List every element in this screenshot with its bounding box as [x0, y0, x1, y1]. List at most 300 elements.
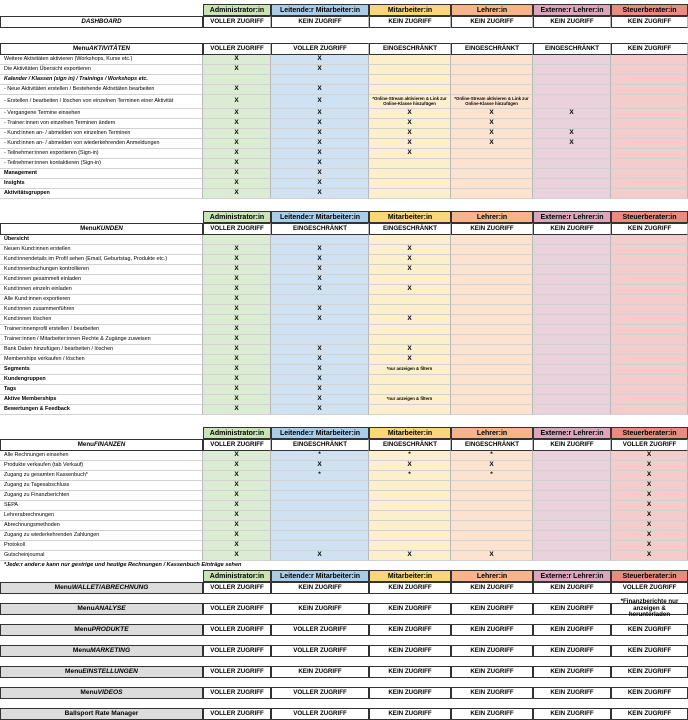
finanzen-row-label: Gutscheinjournal	[0, 551, 203, 561]
finanzen-row-label: Produkte verkaufen (tab Verkauf)	[0, 461, 203, 471]
finanzen-cell	[271, 491, 369, 501]
finanzen-check-mark: X	[611, 461, 688, 471]
aktivitaeten-cell	[611, 139, 688, 149]
kunden-cell	[611, 335, 688, 345]
finanzen-row	[0, 481, 688, 491]
finanzen-row-label: Zugang zu Tagesabschluss	[0, 481, 203, 491]
aktivitaeten-check-mark: X	[203, 139, 271, 149]
band-access: KEIN ZUGRIFF	[611, 666, 688, 678]
kunden-cell	[369, 405, 451, 415]
aktivitaeten-cell	[533, 159, 611, 169]
band-title-prefix: Menu	[65, 667, 83, 675]
aktivitaeten-cell	[451, 55, 533, 65]
kunden-check-mark: X	[203, 295, 271, 305]
finanzen-row-label: Zugang zu wiederkehrenden Zahlungen	[0, 531, 203, 541]
aktivitaeten-row-label: - Trainer:innen von einzelnen Terminen ändern	[0, 119, 203, 129]
band-access: KEIN ZUGRIFF	[271, 666, 369, 678]
section-gap	[0, 199, 688, 211]
kunden-cell	[451, 295, 533, 305]
kunden-cell	[451, 265, 533, 275]
header-spacer	[0, 211, 203, 223]
aktivitaeten-row-label: - Kund:innen an- / abmelden von einzelnen Terminen	[0, 129, 203, 139]
kunden-cell	[203, 235, 271, 245]
aktivitaeten-cell	[611, 75, 688, 85]
role-header-5: Externe:r Lehrer:in	[533, 211, 611, 223]
kunden-cell	[271, 235, 369, 245]
finanzen-check-mark: X	[451, 551, 533, 561]
kunden-cell	[451, 345, 533, 355]
band-title-prefix: Menu	[74, 625, 92, 633]
kunden-cell	[369, 325, 451, 335]
band-access: KEIN ZUGRIFF	[451, 645, 533, 657]
aktivitaeten-check-mark: X	[203, 129, 271, 139]
aktivitaeten-cell	[611, 159, 688, 169]
band-access: KEIN ZUGRIFF	[611, 624, 688, 636]
kunden-row	[0, 295, 688, 305]
kunden-check-mark: X	[203, 305, 271, 315]
aktivitaeten-check-mark: X	[271, 129, 369, 139]
band-title	[0, 687, 203, 699]
finanzen-check-mark: X	[611, 531, 688, 541]
finanzen-row-label: Abrechnungsmethoden	[0, 521, 203, 531]
aktivitaeten-cell	[369, 179, 451, 189]
aktivitaeten-cell	[451, 149, 533, 159]
aktivitaeten-title-prefix: Menu	[72, 44, 90, 52]
finanzen-cell: *	[369, 451, 451, 461]
aktivitaeten-cell	[369, 75, 451, 85]
aktivitaeten-check-mark: X	[203, 169, 271, 179]
aktivitaeten-row	[0, 169, 688, 179]
finanzen-check-mark: X	[611, 521, 688, 531]
finanzen-cell	[271, 511, 369, 521]
finanzen-title-prefix: Menu	[77, 440, 94, 448]
kunden-row-label: Kund:innen löschen	[0, 315, 203, 325]
aktivitaeten-cell	[451, 75, 533, 85]
kunden-row	[0, 355, 688, 365]
finanzen-cell	[271, 521, 369, 531]
aktivitaeten-row	[0, 149, 688, 159]
kunden-row	[0, 395, 688, 405]
aktivitaeten-cell	[369, 189, 451, 199]
finanzen-cell	[451, 531, 533, 541]
finanzen-row-label: Protokoll	[0, 541, 203, 551]
kunden-check-mark: X	[203, 275, 271, 285]
aktivitaeten-access-1: VOLLER ZUGRIFF	[203, 43, 271, 55]
band-access: KEIN ZUGRIFF	[451, 603, 533, 615]
finanzen-row-label: Alle Rechnungen einsehen	[0, 451, 203, 461]
finanzen-row	[0, 531, 688, 541]
finanzen-check-mark: X	[271, 551, 369, 561]
band-title-name: WALLET/ABRECHNUNG	[71, 583, 149, 591]
finanzen-cell	[533, 501, 611, 511]
band-access: KEIN ZUGRIFF	[533, 603, 611, 615]
kunden-cell	[611, 395, 688, 405]
finanzen-cell	[533, 531, 611, 541]
kunden-check-mark: X	[271, 285, 369, 295]
finanzen-check-mark: X	[203, 451, 271, 461]
aktivitaeten-row-label: - Teilnehmer:innen exportieren (Sign-in)	[0, 149, 203, 159]
section-gap	[0, 28, 688, 43]
role-header-2: Leitende:r Mitarbeiter:in	[271, 211, 369, 223]
role-header-4: Lehrer:in	[451, 4, 533, 16]
kunden-cell	[533, 355, 611, 365]
aktivitaeten-cell	[533, 65, 611, 75]
finanzen-check-mark: X	[203, 491, 271, 501]
finanzen-cell	[369, 541, 451, 551]
role-header-4: Lehrer:in	[451, 211, 533, 223]
aktivitaeten-check-mark: X	[451, 129, 533, 139]
aktivitaeten-check-mark: X	[451, 139, 533, 149]
role-header-5: Externe:r Lehrer:in	[533, 570, 611, 582]
aktivitaeten-row	[0, 159, 688, 169]
aktivitaeten-row	[0, 85, 688, 95]
kunden-cell	[451, 245, 533, 255]
aktivitaeten-cell	[611, 85, 688, 95]
finanzen-check-mark: X	[271, 461, 369, 471]
aktivitaeten-check-mark: X	[369, 149, 451, 159]
aktivitaeten-row-label: - Neue Aktivitäten erstellen / Bestehende Aktivitäten bearbeiten	[0, 85, 203, 95]
kunden-access-6: KEIN ZUGRIFF	[611, 223, 688, 235]
aktivitaeten-cell	[611, 149, 688, 159]
finanzen-cell	[533, 511, 611, 521]
kunden-cell	[533, 345, 611, 355]
kunden-cell	[451, 285, 533, 295]
aktivitaeten-row	[0, 55, 688, 65]
band-access: KEIN ZUGRIFF	[533, 582, 611, 594]
finanzen-cell: *	[369, 471, 451, 481]
band-access: KEIN ZUGRIFF	[533, 645, 611, 657]
role-header-row	[0, 4, 688, 16]
kunden-row-label: Bank Daten hinzufügen / bearbeiten / löschen	[0, 345, 203, 355]
kunden-check-mark: X	[369, 285, 451, 295]
kunden-cell	[533, 385, 611, 395]
kunden-row	[0, 255, 688, 265]
aktivitaeten-row	[0, 129, 688, 139]
aktivitaeten-check-mark: X	[369, 119, 451, 129]
band-title-prefix: Menu	[80, 688, 98, 696]
aktivitaeten-check-mark: X	[203, 119, 271, 129]
kunden-check-mark: X	[203, 355, 271, 365]
kunden-check-mark: X	[271, 305, 369, 315]
aktivitaeten-access-2: VOLLER ZUGRIFF	[271, 43, 369, 55]
role-header-3: Mitarbeiter:in	[369, 427, 451, 439]
kunden-row	[0, 345, 688, 355]
kunden-check-mark: X	[203, 315, 271, 325]
role-header-row	[0, 211, 688, 223]
finanzen-title	[0, 439, 203, 451]
aktivitaeten-access-6: KEIN ZUGRIFF	[611, 43, 688, 55]
kunden-row-label: Segments	[0, 365, 203, 375]
role-header-row	[0, 570, 688, 582]
aktivitaeten-cell	[451, 179, 533, 189]
aktivitaeten-row	[0, 75, 688, 85]
role-header-2: Leitende:r Mitarbeiter:in	[271, 4, 369, 16]
kunden-cell	[451, 365, 533, 375]
finanzen-row	[0, 521, 688, 531]
finanzen-cell	[271, 501, 369, 511]
finanzen-check-mark: X	[203, 531, 271, 541]
kunden-cell	[611, 265, 688, 275]
band-row-2	[0, 598, 688, 619]
finanzen-check-mark: X	[611, 511, 688, 521]
band-title	[0, 708, 203, 720]
band-row-1	[0, 582, 688, 594]
aktivitaeten-access-row	[0, 43, 688, 55]
finanzen-cell	[451, 511, 533, 521]
kunden-check-mark: X	[271, 365, 369, 375]
band-access: VOLLER ZUGRIFF	[611, 582, 688, 594]
finanzen-cell	[451, 541, 533, 551]
finanzen-row-label: Zugang zu gesamten Kassenbuch*	[0, 471, 203, 481]
finanzen-row-label: Zugang zu Finanzberichten	[0, 491, 203, 501]
kunden-row-label: Kund:innendetails im Profil sehen (Email, Geburtstag, Produkte etc.)	[0, 255, 203, 265]
kunden-cell	[369, 295, 451, 305]
kunden-cell	[533, 405, 611, 415]
finanzen-cell	[533, 541, 611, 551]
dashboard-access-6: KEIN ZUGRIFF	[611, 16, 688, 28]
kunden-cell	[611, 365, 688, 375]
kunden-check-mark: X	[369, 345, 451, 355]
finanzen-cell	[451, 501, 533, 511]
band-access: VOLLER ZUGRIFF	[203, 603, 271, 615]
kunden-access-5: KEIN ZUGRIFF	[533, 223, 611, 235]
aktivitaeten-row-label: - Erstellen / bearbeiten / löschen von einzelnen Terminen einer Aktivität	[0, 95, 203, 109]
aktivitaeten-check-mark: X	[533, 139, 611, 149]
aktivitaeten-cell	[533, 75, 611, 85]
kunden-row	[0, 315, 688, 325]
finanzen-check-mark: X	[203, 521, 271, 531]
band-access: VOLLER ZUGRIFF	[203, 708, 271, 720]
aktivitaeten-cell	[611, 179, 688, 189]
finanzen-check-mark: X	[611, 551, 688, 561]
finanzen-check-mark: X	[369, 461, 451, 471]
aktivitaeten-row-label: - Vergangene Termine einsehen	[0, 109, 203, 119]
band-access: *Finanzberichte nur anzeigen & herunterladen	[611, 603, 688, 615]
aktivitaeten-cell	[611, 65, 688, 75]
kunden-access-3: EINGESCHRÄNKT	[369, 223, 451, 235]
band-access: KEIN ZUGRIFF	[451, 582, 533, 594]
kunden-check-mark: X	[203, 335, 271, 345]
finanzen-cell	[533, 461, 611, 471]
kunden-cell	[451, 405, 533, 415]
kunden-check-mark: X	[203, 285, 271, 295]
aktivitaeten-check-mark: X	[533, 129, 611, 139]
role-header-6: Steuerberater:in	[611, 427, 688, 439]
finanzen-cell	[369, 521, 451, 531]
finanzen-check-mark: X	[611, 541, 688, 551]
kunden-cell	[369, 235, 451, 245]
aktivitaeten-row-label: - Kund:innen an- / abmelden von wiederkehrenden Anmeldungen	[0, 139, 203, 149]
band-title	[0, 603, 203, 615]
aktivitaeten-check-mark: X	[203, 85, 271, 95]
kunden-cell	[611, 355, 688, 365]
kunden-check-mark: X	[271, 245, 369, 255]
kunden-cell	[451, 325, 533, 335]
band-title-name: MARKETING	[90, 646, 131, 654]
kunden-check-mark: X	[271, 275, 369, 285]
finanzen-row	[0, 551, 688, 561]
aktivitaeten-cell	[451, 65, 533, 75]
band-row-6	[0, 687, 688, 699]
aktivitaeten-row	[0, 95, 688, 109]
aktivitaeten-check-mark: X	[271, 55, 369, 65]
header-spacer	[0, 427, 203, 439]
aktivitaeten-check-mark: X	[203, 65, 271, 75]
aktivitaeten-check-mark: X	[451, 109, 533, 119]
finanzen-check-mark: X	[203, 511, 271, 521]
kunden-cell	[611, 235, 688, 245]
finanzen-cell	[533, 471, 611, 481]
kunden-row	[0, 335, 688, 345]
aktivitaeten-cell	[369, 169, 451, 179]
aktivitaeten-cell	[611, 189, 688, 199]
kunden-cell	[533, 395, 611, 405]
kunden-cell	[533, 295, 611, 305]
kunden-cell	[611, 325, 688, 335]
kunden-cell	[533, 375, 611, 385]
finanzen-row	[0, 501, 688, 511]
kunden-check-mark: X	[271, 375, 369, 385]
finanzen-cell	[533, 521, 611, 531]
finanzen-check-mark: X	[203, 551, 271, 561]
kunden-cell	[271, 335, 369, 345]
aktivitaeten-row-label: Die Aktivitäten Übersicht exportieren	[0, 65, 203, 75]
aktivitaeten-row-label: Weitere Aktivitäten aktivieren (Workshops, Kurse etc.)	[0, 55, 203, 65]
kunden-cell	[451, 385, 533, 395]
kunden-row	[0, 305, 688, 315]
dashboard-title-name: DASHBOARD	[81, 17, 122, 25]
finanzen-cell	[369, 481, 451, 491]
band-access: VOLLER ZUGRIFF	[271, 687, 369, 699]
aktivitaeten-cell	[451, 159, 533, 169]
kunden-row-label: Aktive Memberships	[0, 395, 203, 405]
aktivitaeten-row	[0, 109, 688, 119]
band-title-name: ANALYSE	[94, 604, 126, 612]
aktivitaeten-access-4: EINGESCHRÄNKT	[451, 43, 533, 55]
kunden-cell: *nur anzeigen & filtern	[369, 395, 451, 405]
finanzen-cell	[271, 481, 369, 491]
kunden-check-mark: X	[271, 255, 369, 265]
kunden-cell	[611, 245, 688, 255]
kunden-cell: *nur anzeigen & filtern	[369, 365, 451, 375]
band-row-3	[0, 624, 688, 636]
aktivitaeten-check-mark: X	[533, 109, 611, 119]
aktivitaeten-cell	[533, 55, 611, 65]
aktivitaeten-check-mark: X	[271, 119, 369, 129]
role-header-1: Administrator:in	[203, 211, 271, 223]
aktivitaeten-check-mark: X	[271, 169, 369, 179]
role-header-6: Steuerberater:in	[611, 4, 688, 16]
finanzen-footnote: *Jede:r ander:e kann nur gestrige und heutige Rechnungen / Kassenbuch Einträge sehen	[4, 562, 242, 568]
kunden-check-mark: X	[369, 245, 451, 255]
band-access: VOLLER ZUGRIFF	[271, 708, 369, 720]
aktivitaeten-cell	[203, 75, 271, 85]
kunden-cell	[369, 385, 451, 395]
role-header-5: Externe:r Lehrer:in	[533, 4, 611, 16]
kunden-row-label: Tags	[0, 385, 203, 395]
aktivitaeten-row	[0, 65, 688, 75]
band-access: KEIN ZUGRIFF	[533, 687, 611, 699]
role-header-2: Leitende:r Mitarbeiter:in	[271, 427, 369, 439]
kunden-check-mark: X	[203, 345, 271, 355]
aktivitaeten-check-mark: X	[271, 159, 369, 169]
aktivitaeten-cell	[533, 169, 611, 179]
section-gap	[0, 415, 688, 427]
band-access: KEIN ZUGRIFF	[451, 666, 533, 678]
header-spacer	[0, 4, 203, 16]
kunden-cell	[451, 315, 533, 325]
band-row-4	[0, 645, 688, 657]
finanzen-row	[0, 491, 688, 501]
kunden-row	[0, 385, 688, 395]
finanzen-check-mark: X	[611, 501, 688, 511]
aktivitaeten-cell	[271, 75, 369, 85]
aktivitaeten-cell: *Online-Stream aktivieren & Link zur Online-Klasse hinzufügen	[451, 95, 533, 109]
kunden-row-label: Übersicht	[0, 235, 203, 245]
finanzen-row	[0, 511, 688, 521]
role-header-4: Lehrer:in	[451, 570, 533, 582]
finanzen-cell: *	[271, 451, 369, 461]
aktivitaeten-access-5: EINGESCHRÄNKT	[533, 43, 611, 55]
aktivitaeten-check-mark: X	[271, 179, 369, 189]
kunden-cell	[451, 335, 533, 345]
kunden-row	[0, 245, 688, 255]
kunden-cell	[369, 335, 451, 345]
kunden-cell	[369, 275, 451, 285]
aktivitaeten-check-mark: X	[203, 189, 271, 199]
kunden-cell	[451, 305, 533, 315]
aktivitaeten-check-mark: X	[203, 149, 271, 159]
kunden-row-label: Trainer:innenprofil erstellen / bearbeiten	[0, 325, 203, 335]
aktivitaeten-row-label: Insights	[0, 179, 203, 189]
aktivitaeten-check-mark: X	[203, 179, 271, 189]
kunden-check-mark: X	[271, 315, 369, 325]
finanzen-cell	[369, 531, 451, 541]
aktivitaeten-check-mark: X	[271, 65, 369, 75]
kunden-row	[0, 275, 688, 285]
role-header-1: Administrator:in	[203, 427, 271, 439]
finanzen-cell: *	[451, 451, 533, 461]
dashboard-access-1: VOLLER ZUGRIFF	[203, 16, 271, 28]
kunden-access-row	[0, 223, 688, 235]
finanzen-cell	[369, 491, 451, 501]
aktivitaeten-cell	[533, 189, 611, 199]
finanzen-check-mark: X	[369, 551, 451, 561]
kunden-cell	[533, 245, 611, 255]
band-access: KEIN ZUGRIFF	[369, 582, 451, 594]
kunden-cell	[271, 295, 369, 305]
band-access: KEIN ZUGRIFF	[451, 708, 533, 720]
band-title-prefix: Menu	[54, 583, 72, 591]
kunden-check-mark: X	[203, 405, 271, 415]
finanzen-cell	[271, 541, 369, 551]
finanzen-access-2: EINGESCHRÄNKT	[271, 439, 369, 451]
kunden-check-mark: X	[271, 385, 369, 395]
aktivitaeten-cell	[451, 169, 533, 179]
band-access: KEIN ZUGRIFF	[533, 624, 611, 636]
kunden-check-mark: X	[203, 385, 271, 395]
band-title	[0, 645, 203, 657]
kunden-row-label: Alle Kund:innen exportieren	[0, 295, 203, 305]
kunden-title	[0, 223, 203, 235]
kunden-cell	[533, 335, 611, 345]
band-access: KEIN ZUGRIFF	[271, 603, 369, 615]
aktivitaeten-row-label: Kalender / Klassen (sign in) / Trainings / Workshops etc.	[0, 75, 203, 85]
header-spacer	[0, 570, 203, 582]
finanzen-check-mark: X	[203, 481, 271, 491]
dashboard-access-4: KEIN ZUGRIFF	[451, 16, 533, 28]
kunden-row-label: Kund:innenbuchungen kontrollieren	[0, 265, 203, 275]
